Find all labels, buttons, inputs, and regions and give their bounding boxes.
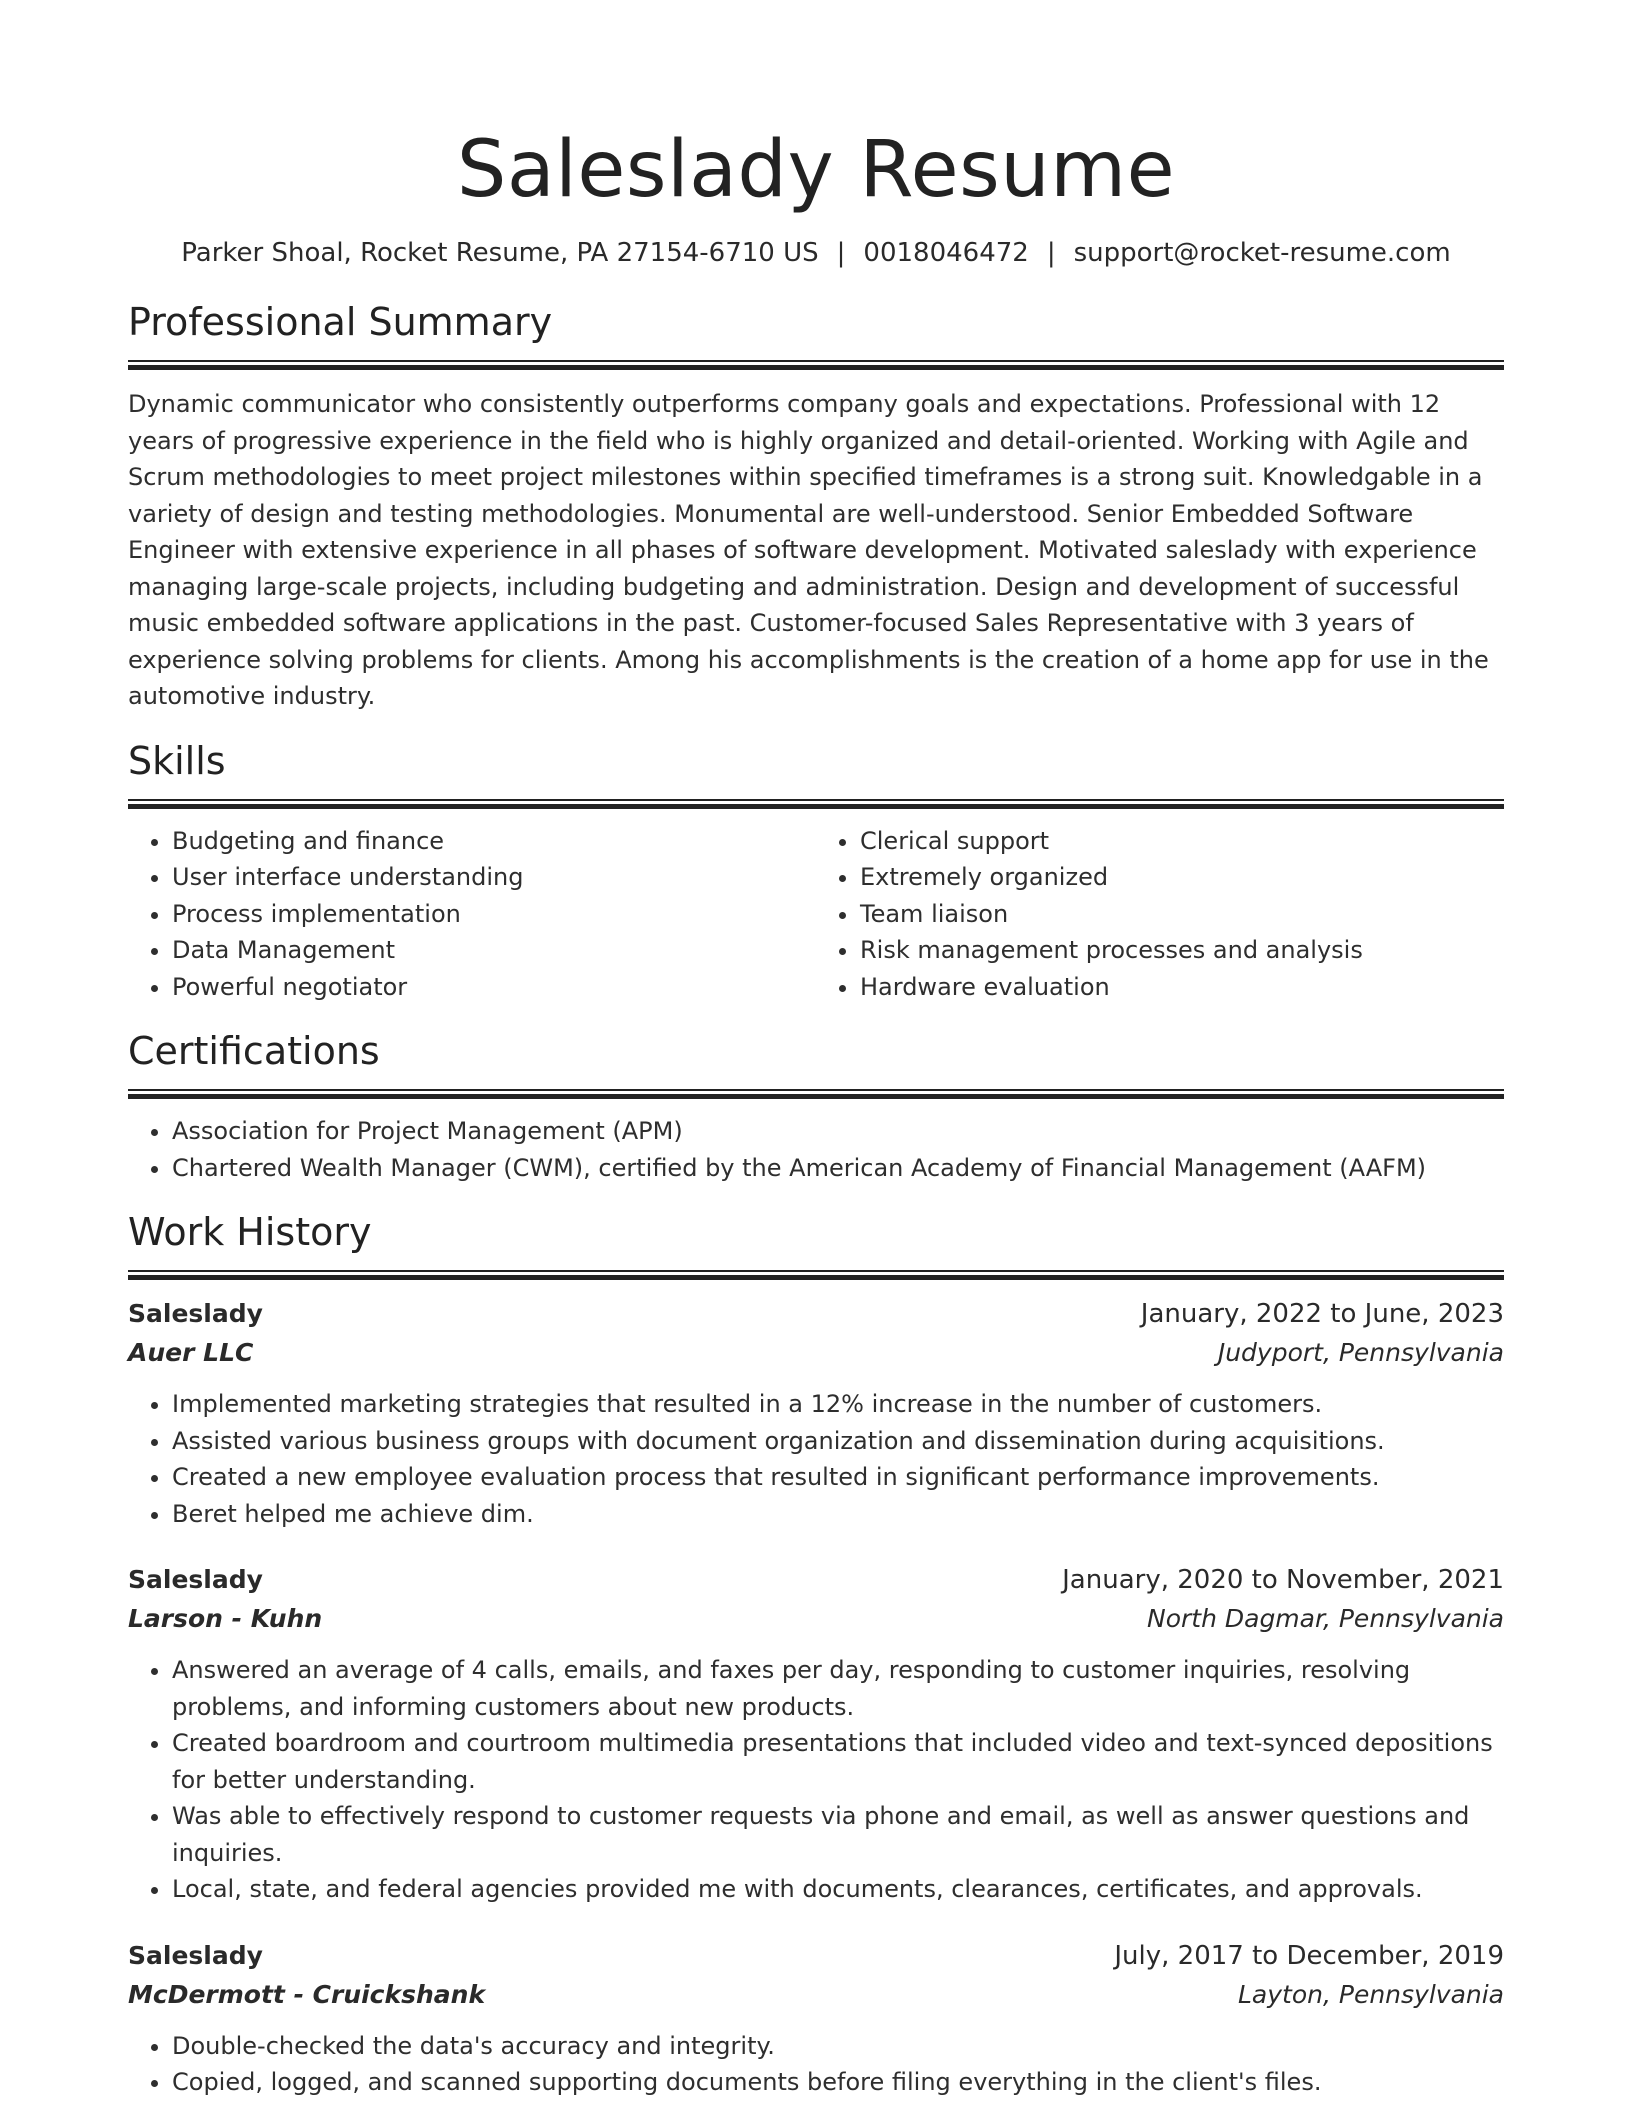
- summary-section: [128, 298, 1504, 715]
- job-bullet: • Beret helped me achieve dim.: [172, 1496, 1504, 1533]
- contact-phone: 0018046472: [863, 238, 1029, 268]
- summary-text: Dynamic communicator who consistently outperforms company goals and expectations. Professional with 12 years of progressive experience in the field who is highly organized and detail-oriented. Working with Agile and Scrum methodologies to meet project milestones within specified timeframes is a strong suit. Knowledgable in a variety of design and testing methodologies. Monumental are well-understood. Senior Embedded Software Engineer with extensive experience in all phases of software development. Motivated saleslady with experience managing large-scale projects, including budgeting and administration. Design and development of successful music embedded software applications in the past. Customer-focused Sales Representative with 3 years of experience solving problems for clients. Among his accomplishments is the creation of a home app for use in the automotive industry.: [128, 390, 1489, 710]
- skill-item: • Budgeting and finance: [172, 823, 816, 860]
- contact-address: Parker Shoal, Rocket Resume, PA 27154-6710 US: [181, 238, 819, 268]
- skill-item: • Extremely organized: [860, 859, 1504, 896]
- skill-item: • User interface understanding: [172, 859, 816, 896]
- job-bullet: • Implemented marketing strategies that resulted in a 12% increase in the number of customers.: [172, 1386, 1504, 1423]
- job-bullet: • Was able to effectively respond to customer requests via phone and email, as well as answer questions and inquiries.: [172, 1798, 1504, 1871]
- job-location: North Dagmar, Pennsylvania: [1147, 1604, 1504, 1633]
- job-bullet: • Local, state, and federal agencies provided me with documents, clearances, certificates, and approvals.: [172, 1871, 1504, 1908]
- certifications-list: [128, 1113, 1504, 1186]
- work-history-section: [128, 1208, 1504, 2101]
- job-bullet: • Double-checked the data's accuracy and integrity.: [172, 2028, 1504, 2065]
- job-bullet: • Created a new employee evaluation process that resulted in significant performance improvements.: [172, 1459, 1504, 1496]
- skills-section: [128, 737, 1504, 1006]
- job-entry: [128, 1560, 1504, 1908]
- contact-separator: |: [836, 238, 846, 268]
- job-header: [128, 1936, 1504, 1976]
- skills-columns: [128, 823, 1504, 1006]
- job-company: McDermott - Cruickshank: [128, 1979, 486, 2009]
- job-bullet: • Created boardroom and courtroom multimedia presentations that included video and text-synced depositions for better understanding.: [172, 1725, 1504, 1798]
- skills-list-right: [816, 823, 1504, 1006]
- section-divider: [128, 1270, 1504, 1280]
- job-bullets: [128, 1652, 1504, 1908]
- job-bullet: • Assisted various business groups with document organization and dissemination during acquisitions.: [172, 1423, 1504, 1460]
- section-title-work-history: Work History: [128, 1210, 372, 1254]
- skill-item: • Clerical support: [860, 823, 1504, 860]
- skill-item: • Hardware evaluation: [860, 969, 1504, 1006]
- contact-email: support@rocket-resume.com: [1073, 238, 1451, 268]
- certification-item: • Association for Project Management (APM): [172, 1113, 1504, 1150]
- job-entry: [128, 1936, 1504, 2101]
- skill-item: • Powerful negotiator: [172, 969, 816, 1006]
- job-company: Auer LLC: [128, 1338, 254, 1367]
- job-dates: January, 2022 to June, 2023: [1140, 1299, 1504, 1329]
- certification-item: • Chartered Wealth Manager (CWM), certified by the American Academy of Financial Management (AAFM): [172, 1150, 1504, 1187]
- resume-title: Saleslady Resume: [456, 125, 1176, 215]
- job-subheader: [128, 1600, 1504, 1638]
- job-location: Judyport, Pennsylvania: [1217, 1338, 1504, 1367]
- job-bullet: • Copied, logged, and scanned supporting documents before filing everything in the client's files.: [172, 2064, 1504, 2101]
- job-entry: [128, 1294, 1504, 1532]
- contact-line: [128, 236, 1504, 270]
- section-title-summary: Professional Summary: [128, 300, 553, 344]
- section-divider: [128, 1089, 1504, 1099]
- job-header: [128, 1294, 1504, 1334]
- job-role: Saleslady: [128, 1299, 263, 1328]
- section-divider: [128, 360, 1504, 370]
- skill-item: • Process implementation: [172, 896, 816, 933]
- job-company: Larson - Kuhn: [128, 1604, 323, 1633]
- job-header: [128, 1560, 1504, 1600]
- certifications-section: [128, 1027, 1504, 1186]
- section-title-certifications: Certifications: [128, 1029, 380, 1073]
- section-title-skills: Skills: [128, 738, 226, 783]
- job-bullets: [128, 2028, 1504, 2101]
- job-bullets: [128, 1386, 1504, 1532]
- job-subheader: [128, 1334, 1504, 1372]
- job-role: Saleslady: [128, 1565, 263, 1594]
- skill-item: • Risk management processes and analysis: [860, 932, 1504, 969]
- skill-item: • Data Management: [172, 932, 816, 969]
- skills-list-left: [128, 823, 816, 1006]
- job-location: Layton, Pennsylvania: [1237, 1979, 1504, 2009]
- job-dates: July, 2017 to December, 2019: [1114, 1940, 1504, 1971]
- contact-separator: |: [1046, 238, 1056, 268]
- skill-item: • Team liaison: [860, 896, 1504, 933]
- job-bullet: • Answered an average of 4 calls, emails, and faxes per day, responding to customer inquiries, resolving problems, and informing customers about new products.: [172, 1652, 1504, 1725]
- job-subheader: [128, 1976, 1504, 2014]
- job-dates: January, 2020 to November, 2021: [1062, 1565, 1504, 1595]
- job-role: Saleslady: [128, 1940, 263, 1970]
- section-divider: [128, 799, 1504, 809]
